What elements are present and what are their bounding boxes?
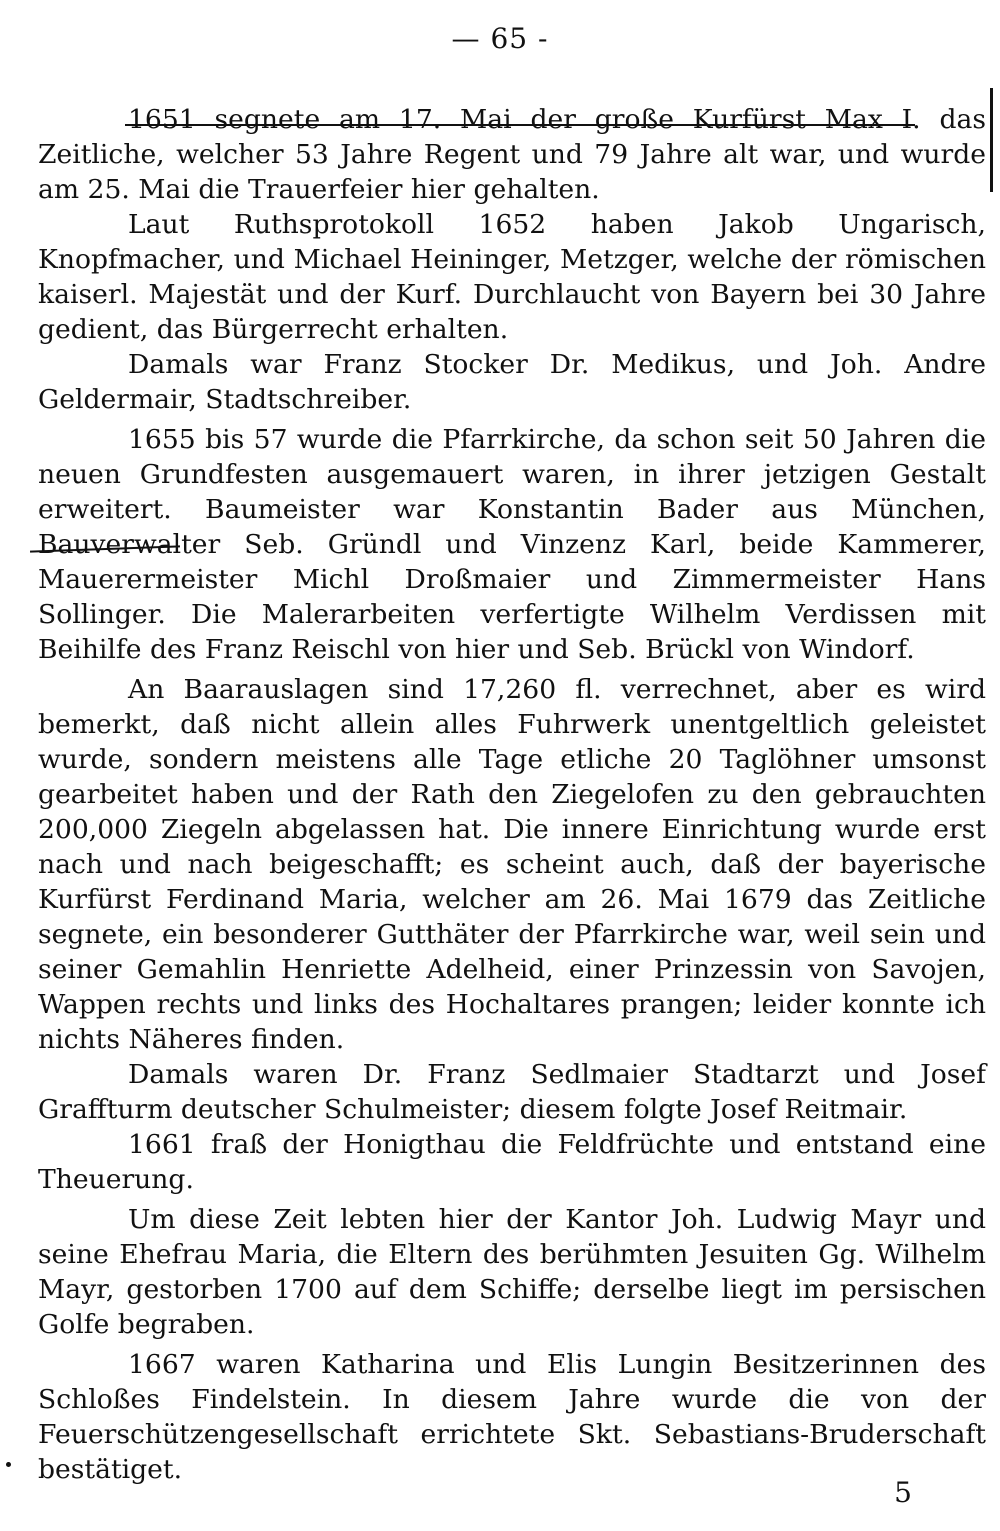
- page-number: — 65 -: [451, 22, 549, 55]
- paragraph-1651: 1651 segnete am 17. Mai der große Kurfürst Max I. das Zeitliche, welcher 53 Jahre Regent und 79 Jahre alt war, und wurde am 25. Mai die Trauerfeier hier gehalten.: [38, 104, 986, 205]
- margin-dot: [6, 1462, 11, 1467]
- signature-mark: 5: [894, 1476, 912, 1509]
- paragraph-damals-stadtarzt: Damals waren Dr. Franz Sedlmaier Stadtarzt und Josef Graffturm deutscher Schulmeister; diesem folgte Josef Reitmair.: [38, 1059, 986, 1125]
- paragraph-baarauslagen: An Baarauslagen sind 17,260 fl. verrechnet, aber es wird bemerkt, daß nicht allein alles Fuhrwerk unentgeltlich geleistet wurde, sondern meistens alle Tage etliche 20 Taglöhner umsonst gearbeitet haben und der Rath den Ziegelofen zu den gebrauchten 200,000 Ziegeln abgelassen hat. Die innere Einrichtung wurde erst nach und nach beigeschafft; es scheint auch, daß der bayerische Kurfürst Ferdinand Maria, welcher am 26. Mai 1679 das Zeitliche segnete, ein besonderer Gutthäter der Pfarrkirche war, weil sein und seiner Gemahlin Henriette Adelheid, einer Prinzessin von Savojen, Wappen rechts und links des Hochaltares prangen; leider konnte ich nichts Näheres finden.: [38, 674, 986, 1055]
- paragraph-1652: Laut Ruthsprotokoll 1652 haben Jakob Ungarisch, Knopfmacher, und Michael Heininger, Metzger, welche der römischen kaiserl. Majestät und der Kurf. Durchlaucht von Bayern bei 30 Jahre gedient, das Bürgerrecht erhalten.: [38, 209, 986, 345]
- paragraph-kantor: Um diese Zeit lebten hier der Kantor Joh. Ludwig Mayr und seine Ehefrau Maria, die Eltern des berühmten Jesuiten Gg. Wilhelm Mayr, gestorben 1700 auf dem Schiffe; derselbe liegt im persischen Golfe begraben.: [38, 1204, 986, 1340]
- paragraph-1655: 1655 bis 57 wurde die Pfarrkirche, da schon seit 50 Jahren die neuen Grundfesten ausgemauert waren, in ihrer jetzigen Gestalt erweitert. Baumeister war Konstantin Bader aus München, Bauverwalter Seb. Gründl und Vinzenz Karl, beide Kammerer, Mauerermeister Michl Droßmaier und Zimmermeister Hans Sollinger. Die Malerarbeiten verfertigte Wilhelm Verdissen mit Beihilfe des Franz Reischl von hier und Seb. Brückl von Windorf.: [38, 424, 986, 665]
- paragraph-damals-medikus: Damals war Franz Stocker Dr. Medikus, und Joh. Andre Geldermair, Stadtschreiber.: [38, 349, 986, 415]
- margin-bar: [990, 88, 993, 192]
- paragraph-1667: 1667 waren Katharina und Elis Lungin Besitzerinnen des Schloßes Findelstein. In diesem Jahre wurde die von der Feuerschützengesellschaft errichtete Skt. Sebastians-Bruderschaft bestätiget.: [38, 1349, 986, 1485]
- paragraph-1661: 1661 fraß der Honigthau die Feldfrüchte und entstand eine Theuerung.: [38, 1129, 986, 1195]
- body-text: [38, 102, 986, 1487]
